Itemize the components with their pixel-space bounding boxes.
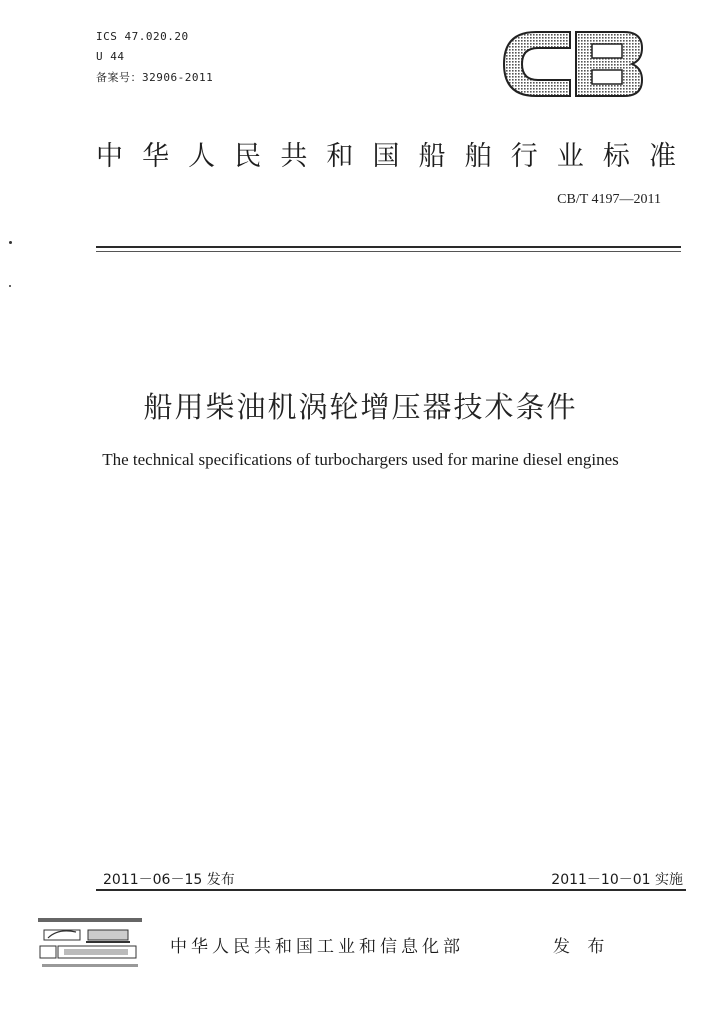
- ics-code: ICS 47.020.20: [96, 30, 189, 43]
- issue-label: 发 布: [553, 937, 611, 957]
- publish-date: 2011－06－15 发布: [103, 872, 235, 888]
- category-char: 华: [142, 141, 170, 172]
- scan-speck: [9, 285, 11, 287]
- ccs-code: U 44: [96, 50, 125, 63]
- document-title-en: The technical specifications of turbochargers used for marine diesel engines: [102, 450, 619, 469]
- header-divider: [96, 246, 681, 248]
- cb-logo-icon: [500, 28, 646, 100]
- category-char: 共: [280, 141, 308, 172]
- category-char: 标: [602, 141, 630, 172]
- anti-counterfeit-stamp-icon: [38, 918, 142, 974]
- document-title-cn: 船用柴油机涡轮增压器技术条件: [143, 390, 578, 424]
- scan-speck: [9, 241, 12, 244]
- footer-divider: [96, 889, 686, 891]
- category-char: 国: [372, 141, 400, 172]
- category-char: 行: [510, 141, 538, 172]
- standard-number: CB/T 4197—2011: [557, 192, 661, 207]
- header-divider-thin: [96, 251, 681, 252]
- filing-number: 备案号：32906-2011: [96, 71, 214, 84]
- category-char: 舶: [464, 141, 492, 172]
- category-char: 和: [326, 141, 354, 172]
- category-char: 准: [648, 141, 676, 172]
- category-char: 中: [96, 141, 123, 172]
- issuing-authority: 中华人民共和国工业和信息化部: [170, 937, 464, 957]
- category-char: 业: [556, 141, 584, 172]
- effective-date: 2011－10－01 实施: [551, 872, 683, 888]
- standard-category-title: [96, 134, 676, 173]
- category-char: 民: [234, 141, 262, 172]
- category-char: 人: [188, 141, 216, 172]
- category-char: 船: [418, 141, 446, 172]
